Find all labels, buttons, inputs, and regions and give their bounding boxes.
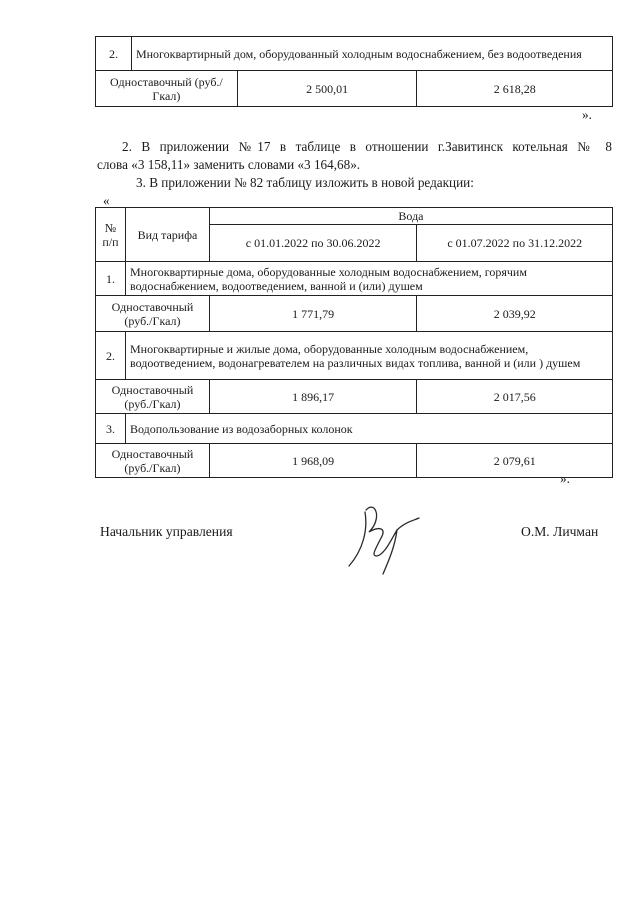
header-tariff-type: Вид тарифа [125, 208, 209, 262]
top-row-description: Многоквартирный дом, оборудованный холодным водоснабжением, без водоотведения [131, 37, 612, 71]
handwritten-signature [335, 490, 425, 580]
tariff-label: Одноставочный (руб./Гкал) [96, 296, 210, 332]
header-period-2: с 01.07.2022 по 31.12.2022 [417, 225, 613, 262]
value-period-1: 1 771,79 [209, 296, 417, 332]
open-quote: « [103, 193, 110, 208]
top-value-period-1: 2 500,01 [237, 71, 417, 107]
section-description: Водопользование из водозаборных колонок [125, 414, 612, 444]
paragraph-3: 3. В приложении № 82 таблицу изложить в новой редакции: [136, 175, 474, 190]
paragraph-2-line-2: слова «3 158,11» заменить словами «3 164,68». [97, 157, 361, 172]
section-description: Многоквартирные дома, оборудованные холодным водоснабжением, горячим водоснабжением, водоотведением, ванной и (или) душем [125, 262, 612, 296]
top-tariff-label: Одноставочный (руб./Гкал) [96, 71, 238, 107]
header-number: № п/п [96, 208, 126, 262]
value-period-2: 2 039,92 [417, 296, 613, 332]
tariff-label: Одноставочный (руб./Гкал) [96, 380, 210, 414]
tariff-label: Одноставочный (руб./Гкал) [96, 444, 210, 478]
top-row-number: 2. [96, 37, 132, 71]
top-closing-quote: ». [582, 107, 592, 122]
table-closing-quote: ». [560, 471, 570, 486]
header-water: Вода [209, 208, 612, 225]
header-period-1: с 01.01.2022 по 30.06.2022 [209, 225, 417, 262]
paragraph-2-line-1: 2. В приложении №17 в таблице в отношении г.Завитинск котельная № 8 [122, 139, 612, 154]
top-table [95, 36, 613, 107]
value-period-2: 2 079,61 [417, 444, 613, 478]
value-period-1: 1 968,09 [209, 444, 417, 478]
section-description: Многоквартирные и жилые дома, оборудованные холодным водоснабжением, водоотведением, водонагревателем на различных видах топлива, ванной и (или ) душем [125, 332, 612, 380]
signatory-name: О.М. Личман [521, 524, 599, 539]
value-period-2: 2 017,56 [417, 380, 613, 414]
section-number: 2. [96, 332, 126, 380]
section-number: 1. [96, 262, 126, 296]
position-title: Начальник управления [100, 524, 233, 539]
value-period-1: 1 896,17 [209, 380, 417, 414]
top-value-period-2: 2 618,28 [417, 71, 613, 107]
section-number: 3. [96, 414, 126, 444]
tariff-table [95, 207, 613, 478]
